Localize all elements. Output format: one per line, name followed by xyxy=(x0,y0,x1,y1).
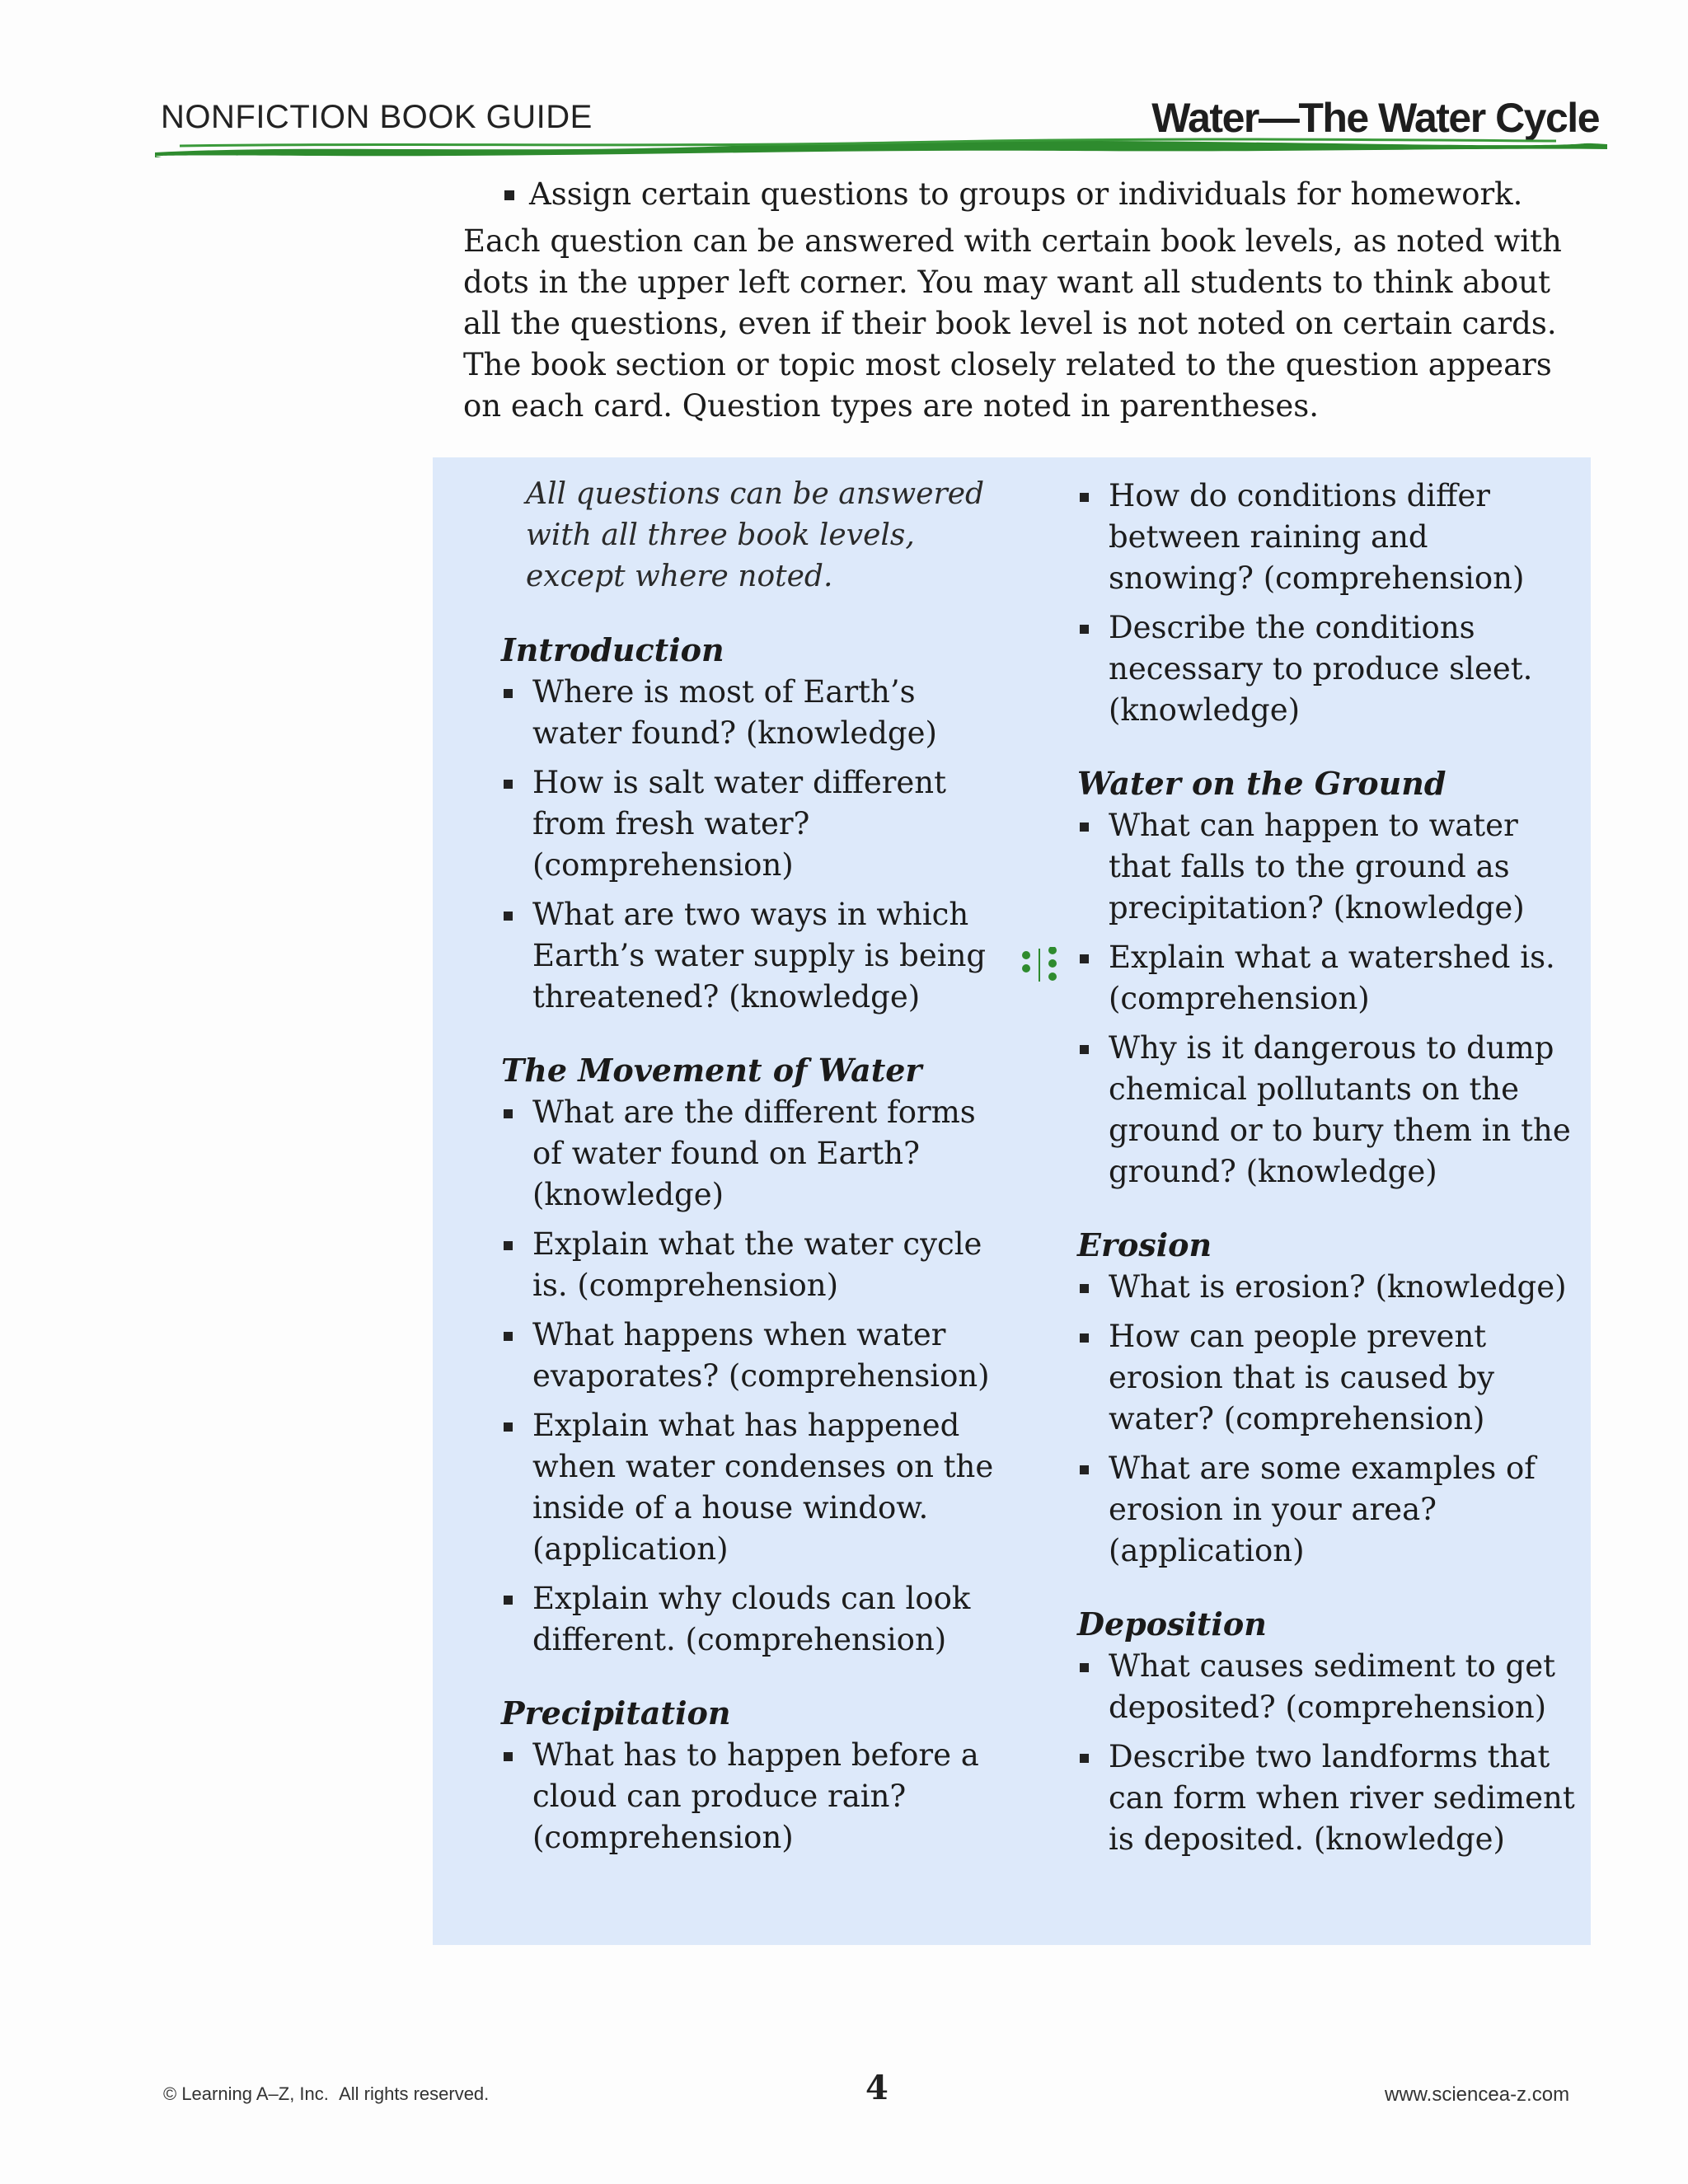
left-column xyxy=(501,457,996,1867)
question-item: What are two ways in which Earth’s water supply is being threatened? (knowledge) xyxy=(501,894,996,1018)
question-item: What are the different forms of water found on Earth? (knowledge) xyxy=(501,1092,996,1216)
levels-note: All questions can be answered with all three book levels, except where noted. xyxy=(526,477,985,593)
question-list xyxy=(1077,805,1580,1193)
question-list-continued xyxy=(1077,476,1580,731)
website-url: www.sciencea-z.com xyxy=(1385,2083,1570,2106)
book-title: Water—The Water Cycle xyxy=(1151,95,1599,141)
question-item: What happens when water evaporates? (comprehension) xyxy=(501,1315,996,1397)
question-item xyxy=(1077,937,1580,1019)
section-movement-of-water xyxy=(501,1049,996,1661)
section-title: Erosion xyxy=(1077,1226,1212,1263)
question-item: Where is most of Earth’s water found? (knowledge) xyxy=(501,672,996,754)
section-introduction xyxy=(501,629,996,1018)
section-title: Introduction xyxy=(501,631,724,668)
guide-type-label: NONFICTION BOOK GUIDE xyxy=(161,99,593,135)
section-deposition xyxy=(1077,1603,1580,1860)
question-list xyxy=(1077,1646,1580,1860)
section-erosion xyxy=(1077,1224,1580,1572)
section-water-on-the-ground xyxy=(1077,762,1580,1193)
question-item: Describe two landforms that can form when river sediment is deposited. (knowledge) xyxy=(1077,1736,1580,1860)
question-list xyxy=(501,1735,996,1858)
section-precipitation xyxy=(501,1692,996,1858)
section-title: Precipitation xyxy=(501,1694,731,1732)
question-list xyxy=(501,672,996,1018)
question-item: Explain why clouds can look different. (comprehension) xyxy=(501,1578,996,1661)
copyright-notice: © Learning A–Z, Inc. All rights reserved. xyxy=(163,2083,490,2104)
page-header xyxy=(161,89,1599,141)
question-item: What are some examples of erosion in your area? (application) xyxy=(1077,1448,1580,1572)
question-item: What is erosion? (knowledge) xyxy=(1077,1267,1580,1308)
question-item: How do conditions differ between raining and snowing? (comprehension) xyxy=(1077,476,1580,599)
homework-bullet: Assign certain questions to groups or individuals for homework. xyxy=(463,173,1584,216)
question-item: What can happen to water that falls to the ground as precipitation? (knowledge) xyxy=(1077,805,1580,929)
intro-block xyxy=(463,173,1584,427)
question-text: Explain what a watershed is. (comprehension) xyxy=(1109,940,1555,1016)
question-item: Explain what has happened when water condenses on the inside of a house window. (application) xyxy=(501,1405,996,1570)
page-number: 4 xyxy=(865,2069,889,2107)
question-panel xyxy=(433,457,1591,1945)
section-title: Water on the Ground xyxy=(1077,765,1447,802)
section-title: Deposition xyxy=(1077,1605,1267,1643)
intro-paragraph: Each question can be answered with certain book levels, as noted with dots in the upper left corner. You may want all students to think about all the questions, even if their book level is not noted on certain cards. The book section or topic most closely related to the question appears on each card. Question types are noted in parentheses. xyxy=(463,223,1562,424)
question-item: What has to happen before a cloud can produce rain? (comprehension) xyxy=(501,1735,996,1858)
green-brush-stroke xyxy=(155,136,1607,159)
question-item: Explain what the water cycle is. (comprehension) xyxy=(501,1224,996,1306)
right-column xyxy=(1077,457,1580,1868)
question-list xyxy=(1077,1267,1580,1572)
section-title: The Movement of Water xyxy=(501,1052,922,1089)
question-item: How is salt water different from fresh water? (comprehension) xyxy=(501,762,996,886)
question-item: Why is it dangerous to dump chemical pollutants on the ground or to bury them in the ground? (knowledge) xyxy=(1077,1028,1580,1193)
question-list xyxy=(501,1092,996,1661)
question-item: Describe the conditions necessary to produce sleet. (knowledge) xyxy=(1077,607,1580,731)
question-item: What causes sediment to get deposited? (comprehension) xyxy=(1077,1646,1580,1728)
question-item: How can people prevent erosion that is caused by water? (comprehension) xyxy=(1077,1316,1580,1440)
book-level-dots-icon xyxy=(1021,947,1062,983)
